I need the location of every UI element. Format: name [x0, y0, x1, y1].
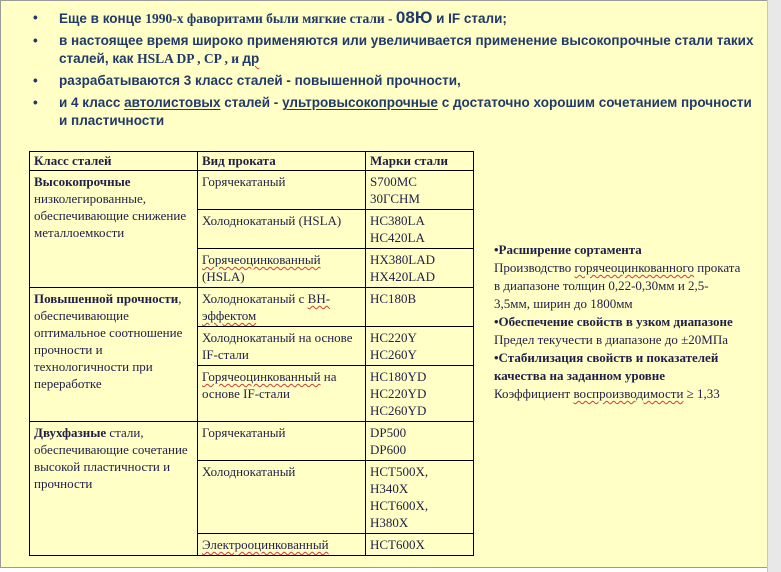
bullet-text: и IF стали; [432, 11, 507, 26]
grades-cell [366, 210, 474, 249]
table-row [30, 422, 474, 461]
type-cell: Холоднокатаный [198, 461, 366, 534]
grade: S700MC [370, 174, 417, 189]
note-text [494, 259, 744, 313]
grade: DP600 [370, 442, 407, 457]
type-text: BH-эффектом [202, 291, 331, 323]
grade: HC220Y [370, 330, 417, 345]
class-cell [30, 288, 198, 422]
bullet-marker: • [33, 95, 38, 110]
bullet-text: ультровысокопрочные [282, 95, 438, 110]
note-text-part: горячеоцинкованного [574, 260, 695, 275]
note-text-part: проката в диапазоне толщин 0,22-0,30мм и 2,5-3,5мм, ширин до 1800мм [494, 260, 741, 311]
type-text: Горячеоцинкованный [202, 252, 321, 267]
type-cell [198, 366, 366, 422]
bullet-item [29, 32, 759, 68]
bullet-text: с достаточно хорошим сочетанием прочности и пластичности [59, 95, 752, 128]
bullet-item [29, 94, 759, 130]
type-cell: Горячекатаный [198, 171, 366, 210]
grade: H380X [370, 515, 409, 530]
note-heading: •Стабилизация свойств и показателей качества на заданном уровне [494, 350, 719, 383]
grade: H340X [370, 481, 409, 496]
bullet-text: 1990-х фаворитами были мягкие стали - [145, 11, 396, 26]
grade: HC220YD [370, 386, 427, 401]
type-cell [198, 534, 366, 556]
grade: HC260Y [370, 347, 417, 362]
bullet-text: др [242, 51, 260, 66]
grades-cell [366, 171, 474, 210]
type-text: Электрооцинкованный [202, 537, 329, 552]
grades-cell [366, 249, 474, 288]
bullet-text: разрабатываются 3 класс сталей - повышенной прочности, [59, 73, 461, 88]
bullet-text: в настоящее время широко применяются или увеличивается применение высокопрочные стали таких сталей, как [59, 33, 754, 66]
grade: HC420LA [370, 230, 425, 245]
bullet-text-large: 08Ю [395, 8, 433, 27]
grades-cell [366, 461, 474, 534]
column-header: Класс сталей [30, 152, 198, 171]
grade: HC180B [370, 291, 417, 306]
grades-cell [366, 422, 474, 461]
note-heading: •Обеспечение свойств в узком диапазоне [494, 314, 733, 329]
table-header-row [30, 152, 474, 171]
class-desc: стали, обеспечивающие сочетание высокой пластичности и прочности [34, 425, 188, 491]
bullet-marker: • [33, 73, 38, 88]
grade: HC380LA [370, 213, 425, 228]
column-header: Марки стали [366, 152, 474, 171]
class-cell [30, 171, 198, 288]
type-cell [198, 288, 366, 327]
grade: HCT600X [370, 537, 425, 552]
grade: HCT600X, [370, 498, 429, 513]
type-cell: Холоднокатаный на основе IF-стали [198, 327, 366, 366]
grades-cell [366, 366, 474, 422]
column-header: Вид проката [198, 152, 366, 171]
grade: 30ГСНМ [370, 191, 420, 206]
right-notes [494, 241, 744, 403]
bullet-text: сталей - [220, 95, 283, 110]
grade: HX380LAD [370, 252, 435, 267]
note-text-part: воспроизводимости [573, 386, 684, 401]
type-text: (HSLA) [202, 269, 245, 284]
grades-cell [366, 288, 474, 327]
grades-cell [366, 327, 474, 366]
type-cell: Холоднокатаный (HSLA) [198, 210, 366, 249]
grade: DP500 [370, 425, 407, 440]
bullet-item [29, 72, 759, 90]
type-text: на основе IF-стали [202, 369, 337, 401]
note-text-part: Коэффициент [494, 386, 574, 401]
type-cell: Горячекатаный [198, 422, 366, 461]
table-row [30, 171, 474, 210]
bullet-marker: • [33, 33, 38, 48]
type-text: Горячеоцинкованный [202, 369, 321, 384]
steel-table [29, 151, 474, 556]
bullet-text: и 4 класс [59, 95, 125, 110]
note-text-part: Производство [494, 260, 575, 275]
grade: HC260YD [370, 403, 427, 418]
class-name: Двухфазные [34, 425, 107, 440]
grade: HC180YD [370, 369, 427, 384]
bullet-text: HSLA DP , CP , и [137, 51, 243, 66]
type-text: Холоднокатаный с [202, 291, 308, 306]
grade: HCT500X, [370, 464, 429, 479]
note-text: Предел текучести в диапазоне до ±20МПа [494, 332, 729, 347]
bullet-marker: • [33, 10, 38, 25]
note-text-part: ≥ 1,33 [683, 386, 720, 401]
class-desc: низколегированные, обеспечивающие снижение металлоемкости [34, 191, 187, 240]
class-name: Высокопрочные [34, 174, 131, 189]
vertical-scrollbar[interactable] [767, 0, 781, 572]
bullet-list [29, 9, 759, 134]
type-cell [198, 249, 366, 288]
note-heading: •Расширение сортамента [494, 242, 642, 257]
grades-cell [366, 534, 474, 556]
class-desc: , обеспечивающие оптимальное соотношение прочности и технологичности при переработке [34, 291, 183, 391]
bullet-item [29, 9, 759, 28]
class-cell [30, 422, 198, 556]
grade: HX420LAD [370, 269, 435, 284]
note-text [494, 385, 744, 403]
bullet-text: Еще в конце [59, 11, 146, 26]
class-name: Повышенной прочности [34, 291, 179, 306]
bullet-text: автолистовых [124, 95, 221, 110]
table-row [30, 288, 474, 327]
